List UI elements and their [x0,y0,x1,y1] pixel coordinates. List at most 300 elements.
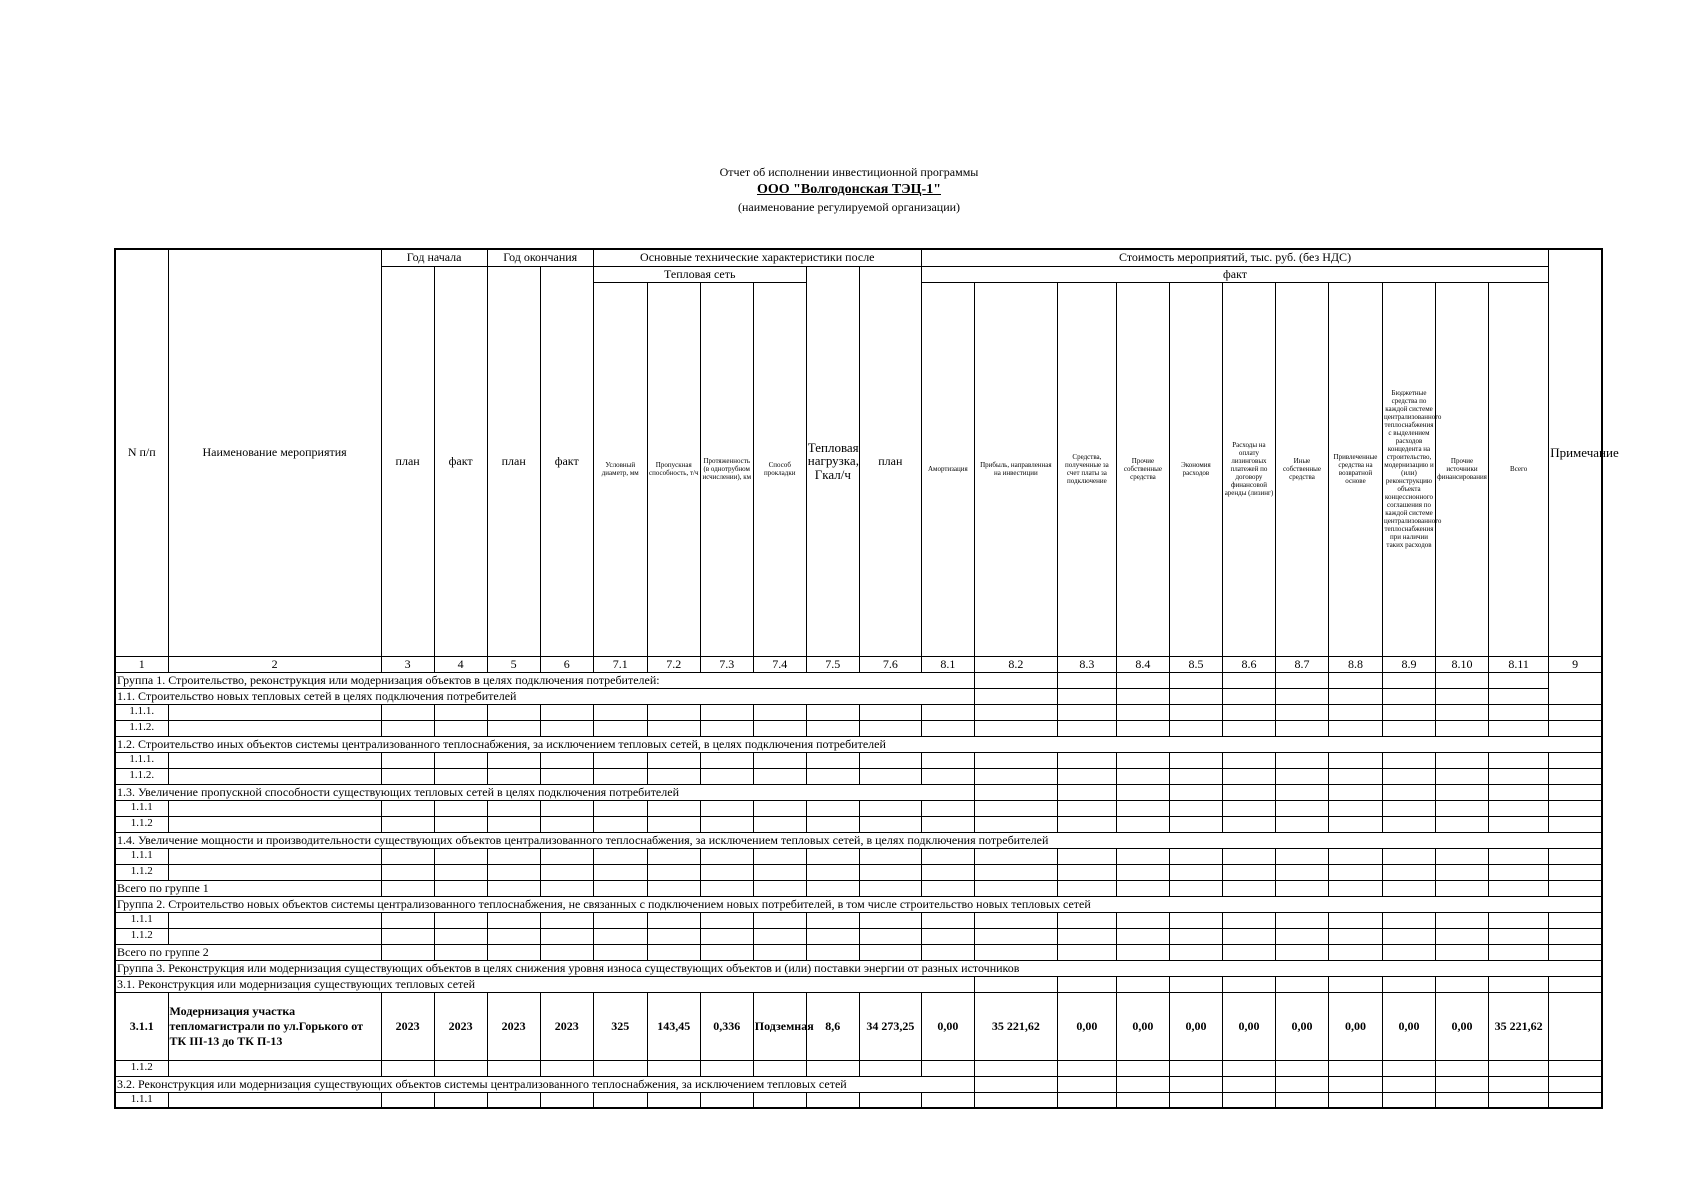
empty-cell [1489,688,1549,704]
empty-cell [700,720,753,736]
empty-cell [487,752,540,768]
empty-cell [921,720,974,736]
empty-cell [1275,912,1328,928]
empty-cell [593,1092,647,1108]
empty-cell [1549,912,1602,928]
empty-cell [1436,880,1489,896]
leasing-header: Расходы на оплату лизинговых платежей по договору финансовой аренды (лизинг) [1222,282,1275,656]
empty-cell [1436,1076,1489,1092]
empty-cell [1549,928,1602,944]
empty-cell [434,720,487,736]
cost-savings-header: Экономия расходов [1169,282,1222,656]
empty-cell [1549,944,1602,960]
empty-cell [1328,976,1382,992]
empty-cell [974,1060,1057,1076]
empty-cell [381,944,434,960]
length-header: Протяженность (в однотрубном исчислении), км [700,282,753,656]
empty-cell [647,848,700,864]
empty-cell [1436,752,1489,768]
table-row [115,736,1602,752]
investment-report-table [114,248,1619,1109]
col-end-year-header: Год окончания [487,249,593,266]
empty-cell [974,928,1057,944]
table-row [115,249,1602,266]
empty-cell [806,1060,859,1076]
empty-cell [1275,976,1328,992]
empty-cell [593,800,647,816]
end-plan-header: план [487,266,540,656]
empty-cell [1057,864,1116,880]
empty-cell [1436,944,1489,960]
capacity-header: Пропускная способность, т/ч [647,282,700,656]
empty-cell [921,752,974,768]
empty-cell [921,944,974,960]
empty-cell [806,880,859,896]
row-number: 1.1.2 [115,928,168,944]
empty-cell [1222,1060,1275,1076]
empty-cell [487,800,540,816]
empty-cell [1436,704,1489,720]
end-fact-header: факт [540,266,593,656]
empty-cell [921,704,974,720]
empty-cell [593,752,647,768]
empty-cell [168,720,381,736]
empty-cell [753,944,806,960]
empty-cell [487,704,540,720]
group-heading: Группа 3. Реконструкция или модернизация существующих объектов в целях снижения уровня износа существующих объектов и (или) поставки энергии от разных источников [115,960,1602,976]
table-row [115,1060,1602,1076]
empty-cell [753,912,806,928]
empty-cell [1116,928,1169,944]
empty-cell [434,944,487,960]
empty-cell [1057,976,1116,992]
organization-name: ООО "Волгодонская ТЭЦ-1" [756,182,941,197]
other-sources-value: 0,00 [1436,992,1489,1060]
empty-cell [921,816,974,832]
empty-cell [806,864,859,880]
empty-cell [974,784,1057,800]
empty-cell [1275,768,1328,784]
empty-cell [540,864,593,880]
empty-cell [1383,928,1436,944]
organization-caption: (наименование регулируемой организации) [737,200,961,214]
col-number: 7.4 [753,656,806,672]
empty-cell [1328,880,1382,896]
empty-cell [921,912,974,928]
empty-cell [1328,1060,1382,1076]
empty-cell [1275,1092,1328,1108]
empty-cell [168,1060,381,1076]
empty-cell [1116,752,1169,768]
empty-cell [1436,864,1489,880]
empty-cell [1489,976,1549,992]
row-number: 1.1.1 [115,848,168,864]
empty-cell [381,912,434,928]
empty-cell [806,720,859,736]
empty-cell [593,720,647,736]
empty-cell [1383,784,1436,800]
empty-cell [1057,816,1116,832]
empty-cell [1057,704,1116,720]
col-number: 8.11 [1489,656,1549,672]
empty-cell [593,768,647,784]
diameter-value: 325 [593,992,647,1060]
empty-cell [974,800,1057,816]
empty-cell [921,848,974,864]
empty-cell [647,912,700,928]
empty-cell [1057,1076,1116,1092]
table-row [115,944,1602,960]
leasing-value: 0,00 [1222,992,1275,1060]
table-row [115,864,1602,880]
empty-cell [1549,816,1602,832]
empty-cell [434,816,487,832]
empty-cell [806,752,859,768]
empty-cell [1383,864,1436,880]
empty-cell [1116,704,1169,720]
empty-cell [434,768,487,784]
empty-cell [1116,1060,1169,1076]
empty-cell [753,1060,806,1076]
empty-cell [1275,1076,1328,1092]
empty-cell [647,720,700,736]
empty-cell [974,944,1057,960]
col-number: 5 [487,656,540,672]
empty-cell [593,704,647,720]
amortization-value: 0,00 [921,992,974,1060]
empty-cell [700,752,753,768]
empty-cell [540,912,593,928]
empty-cell [1328,864,1382,880]
empty-cell [647,1092,700,1108]
empty-cell [647,768,700,784]
empty-cell [168,1092,381,1108]
empty-cell [1489,912,1549,928]
empty-cell [753,704,806,720]
empty-cell [1169,912,1222,928]
table-row [115,688,1602,704]
table-row [115,928,1602,944]
empty-cell [1436,976,1489,992]
empty-cell [700,944,753,960]
col-number: 8.2 [974,656,1057,672]
cost-plan-value: 34 273,25 [859,992,921,1060]
borrowed-funds-value: 0,00 [1328,992,1382,1060]
empty-cell [859,928,921,944]
empty-cell [1057,720,1116,736]
empty-cell [1275,880,1328,896]
empty-cell [1383,672,1436,688]
empty-cell [1222,688,1275,704]
empty-cell [1275,816,1328,832]
other-sources-header: Прочие источники финансирования [1436,282,1489,656]
table-row [115,832,1602,848]
empty-cell [1383,848,1436,864]
empty-cell [647,816,700,832]
empty-cell [540,848,593,864]
empty-cell [1116,672,1169,688]
empty-cell [753,800,806,816]
empty-cell [540,944,593,960]
empty-cell [1169,816,1222,832]
column-numbers-row [115,656,1602,672]
empty-cell [974,768,1057,784]
empty-cell [1328,848,1382,864]
empty-cell [487,720,540,736]
empty-cell [806,704,859,720]
col-number: 8.8 [1328,656,1382,672]
empty-cell [1489,1076,1549,1092]
empty-cell [1057,784,1116,800]
empty-cell [1328,912,1382,928]
empty-cell [1275,1060,1328,1076]
empty-cell [700,848,753,864]
empty-cell [1436,800,1489,816]
col-name-header: Наименование мероприятия [168,249,381,656]
empty-cell [434,864,487,880]
empty-cell [381,928,434,944]
empty-cell [859,1092,921,1108]
empty-cell [1328,720,1382,736]
empty-cell [1222,1092,1275,1108]
empty-cell [1222,848,1275,864]
empty-cell [540,928,593,944]
empty-cell [1549,848,1602,864]
heat-network-header: Тепловая сеть [593,266,806,282]
empty-cell [859,720,921,736]
empty-cell [434,752,487,768]
empty-cell [487,928,540,944]
empty-cell [1169,800,1222,816]
empty-cell [753,864,806,880]
empty-cell [1169,944,1222,960]
empty-cell [974,848,1057,864]
row-number: 1.1.2 [115,1060,168,1076]
empty-cell [1383,752,1436,768]
empty-cell [1116,784,1169,800]
empty-cell [974,704,1057,720]
borrowed-funds-header: Привлеченные средства на возвратной основе [1328,282,1382,656]
table-row [115,992,1602,1060]
empty-cell [1222,816,1275,832]
empty-cell [753,1092,806,1108]
empty-cell [1275,720,1328,736]
empty-cell [1328,944,1382,960]
empty-cell [974,976,1057,992]
total-header: Всего [1489,282,1549,656]
empty-cell [1436,784,1489,800]
empty-cell [1383,944,1436,960]
empty-cell [1549,1060,1602,1076]
row-number: 1.1.1 [115,1092,168,1108]
row-number: 1.1.1 [115,800,168,816]
empty-cell [1489,928,1549,944]
start-plan-value: 2023 [381,992,434,1060]
empty-cell [647,944,700,960]
empty-cell [1549,768,1602,784]
empty-cell [1328,768,1382,784]
table-row [115,1092,1602,1108]
empty-cell [859,864,921,880]
empty-cell [487,912,540,928]
col-start-year-header: Год начала [381,249,487,266]
empty-cell [168,928,381,944]
empty-cell [1275,752,1328,768]
empty-cell [1222,928,1275,944]
empty-cell [381,768,434,784]
laying-method-header: Способ прокладки [753,282,806,656]
empty-cell [859,704,921,720]
empty-cell [1222,784,1275,800]
empty-cell [1222,768,1275,784]
profit-value: 35 221,62 [974,992,1057,1060]
empty-cell [806,800,859,816]
empty-cell [974,688,1057,704]
empty-cell [1116,976,1169,992]
amortization-header: Амортизация [921,282,974,656]
empty-cell [1489,800,1549,816]
empty-cell [753,848,806,864]
empty-cell [1057,912,1116,928]
empty-cell [1549,1092,1602,1108]
empty-cell [974,816,1057,832]
empty-cell [1275,672,1328,688]
col-number: 1 [115,656,168,672]
empty-cell [1549,752,1602,768]
empty-cell [1275,704,1328,720]
empty-cell [700,800,753,816]
empty-cell [1383,704,1436,720]
empty-cell [1383,880,1436,896]
empty-cell [540,768,593,784]
table-row [115,704,1602,720]
empty-cell [806,848,859,864]
empty-cell [1057,928,1116,944]
empty-cell [381,1060,434,1076]
empty-cell [1057,848,1116,864]
cost-savings-value: 0,00 [1169,992,1222,1060]
empty-cell [700,816,753,832]
empty-cell [1383,816,1436,832]
col-number: 7.2 [647,656,700,672]
empty-cell [974,720,1057,736]
empty-cell [1436,688,1489,704]
col-number: 8.10 [1436,656,1489,672]
empty-cell [1116,1076,1169,1092]
total-value: 35 221,62 [1489,992,1549,1060]
subgroup-heading: 3.2. Реконструкция или модернизация существующих объектов системы централизованного теплоснабжения, за исключением тепловых сетей [115,1076,974,1092]
empty-cell [806,768,859,784]
col-cost-header: Стоимость мероприятий, тыс. руб. (без НДС) [921,249,1548,266]
empty-cell [921,768,974,784]
empty-cell [974,752,1057,768]
empty-cell [381,704,434,720]
empty-cell [921,1092,974,1108]
empty-cell [1328,704,1382,720]
empty-cell [434,912,487,928]
empty-cell [1116,864,1169,880]
empty-cell [921,1060,974,1076]
empty-cell [1489,880,1549,896]
empty-cell [540,800,593,816]
row-number: 3.1.1 [115,992,168,1060]
table-row [115,896,1602,912]
empty-cell [753,768,806,784]
empty-cell [700,912,753,928]
empty-cell [434,1060,487,1076]
empty-cell [1222,944,1275,960]
capacity-value: 143,45 [647,992,700,1060]
subgroup-heading: 1.1. Строительство новых тепловых сетей в целях подключения потребителей [115,688,974,704]
col-number: 8.9 [1383,656,1436,672]
heat-load-header: Тепловая нагрузка, Гкал/ч [806,266,859,656]
empty-cell [647,800,700,816]
group-total: Всего по группе 1 [115,880,381,896]
start-fact-value: 2023 [434,992,487,1060]
empty-cell [806,944,859,960]
measure-name: Модернизация участка тепломагистрали по ул.Горького от ТК III-13 до ТК П-13 [168,992,381,1060]
empty-cell [859,768,921,784]
empty-cell [593,864,647,880]
col-number: 7.5 [806,656,859,672]
budget-funds-value: 0,00 [1383,992,1436,1060]
empty-cell [1222,672,1275,688]
empty-cell [593,816,647,832]
row-number: 1.1.2 [115,864,168,880]
empty-cell [921,864,974,880]
empty-cell [1116,848,1169,864]
empty-cell [700,880,753,896]
col-number: 8.7 [1275,656,1328,672]
empty-cell [859,944,921,960]
subgroup-heading: 3.1. Реконструкция или модернизация существующих тепловых сетей [115,976,974,992]
connection-fee-value: 0,00 [1057,992,1116,1060]
empty-cell [540,704,593,720]
col-number: 6 [540,656,593,672]
empty-cell [1436,720,1489,736]
other-funds-value: 0,00 [1275,992,1328,1060]
empty-cell [540,816,593,832]
empty-cell [1436,1092,1489,1108]
empty-cell [921,880,974,896]
empty-cell [540,880,593,896]
empty-cell [1169,672,1222,688]
empty-cell [647,704,700,720]
empty-cell [1169,848,1222,864]
empty-cell [921,928,974,944]
empty-cell [974,880,1057,896]
empty-cell [168,864,381,880]
empty-cell [1549,864,1602,880]
empty-cell [487,1060,540,1076]
note-value [1549,992,1602,1060]
empty-cell [1057,800,1116,816]
empty-cell [859,816,921,832]
empty-cell [921,800,974,816]
empty-cell [540,1060,593,1076]
empty-cell [487,944,540,960]
report-title: Отчет об исполнении инвестиционной программы [719,165,979,179]
row-number: 1.1.2 [115,816,168,832]
empty-cell [753,752,806,768]
empty-cell [1057,944,1116,960]
empty-cell [1222,864,1275,880]
col-np-header: N п/п [115,249,168,656]
empty-cell [1489,864,1549,880]
laying-method-value: Подземная [753,992,806,1060]
cost-fact-header: факт [921,266,1548,282]
empty-cell [1275,944,1328,960]
